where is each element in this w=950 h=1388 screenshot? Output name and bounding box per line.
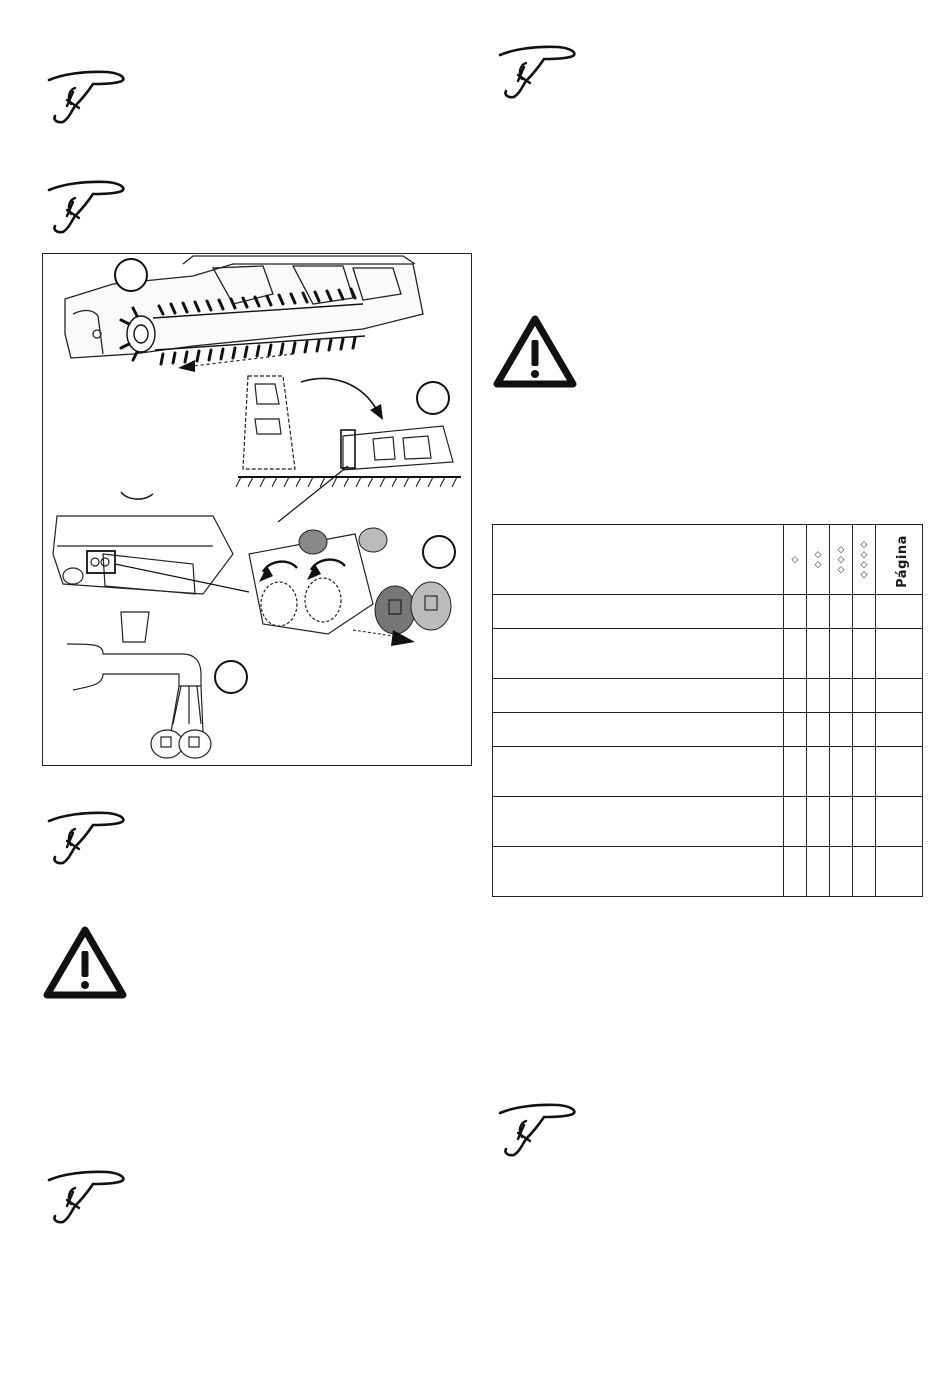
table-row (493, 797, 923, 847)
warning-icon (492, 314, 578, 388)
brush-and-filter-drawing (43, 254, 473, 767)
note-hand-icon (496, 41, 576, 99)
task-header (493, 525, 784, 595)
interval-header: ◇ (784, 525, 807, 595)
page-header: Página (876, 525, 923, 595)
note-hand-icon (45, 1166, 125, 1224)
note-hand-icon (45, 176, 125, 234)
table-row (493, 747, 923, 797)
interval-header: ◇ ◇ ◇ ◇ (853, 525, 876, 595)
table-header-row (493, 525, 923, 595)
table-row (493, 595, 923, 629)
note-hand-icon (45, 66, 125, 124)
table-row (493, 713, 923, 747)
figure-callout (214, 660, 248, 694)
interval-header: ◇ ◇ ◇ (830, 525, 853, 595)
table-row (493, 629, 923, 679)
note-hand-icon (45, 807, 125, 865)
table-row (493, 847, 923, 897)
warning-icon (42, 925, 128, 999)
table-row (493, 679, 923, 713)
figure-callout (416, 381, 450, 415)
maintenance-illustration (42, 253, 472, 766)
interval-header: ◇ ◇ (807, 525, 830, 595)
figure-callout (114, 258, 148, 292)
maintenance-table (492, 524, 923, 897)
figure-callout (422, 535, 456, 569)
note-hand-icon (496, 1099, 576, 1157)
